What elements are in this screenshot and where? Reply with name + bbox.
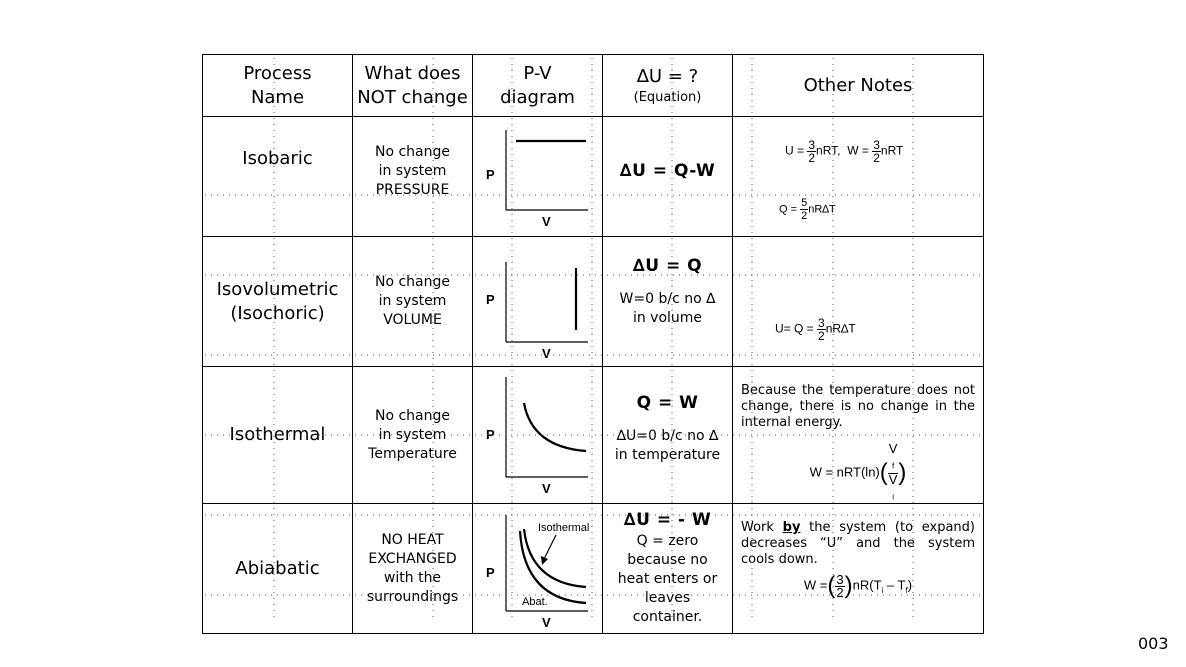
process-name-alt: (Isochoric) — [230, 302, 325, 324]
adiabat-label: Abat. — [521, 595, 548, 608]
isothermal-w-formula: W = nRT(ln)( V $_f$ V $_i$ ) — [809, 441, 907, 502]
delta-u-equation: ∆U = Q — [632, 255, 703, 276]
header-delta-u — [603, 55, 733, 117]
pv-diagram-cell — [473, 367, 603, 504]
adiabatic-pv-diagram — [478, 507, 598, 631]
not-change-cell — [353, 237, 473, 367]
eq-note-line: leaves — [644, 590, 691, 607]
pv-p-label: P — [485, 166, 495, 182]
notes-cell — [733, 117, 984, 237]
pv-p-label: P — [485, 291, 495, 307]
header-process-line2: Name — [250, 86, 305, 108]
not-change-line: VOLUME — [383, 312, 442, 328]
process-name-cell — [203, 117, 353, 237]
process-name: Isovolumetric — [216, 278, 339, 300]
isotherm-pointer-icon — [544, 535, 556, 559]
process-name: Isobaric — [242, 147, 313, 169]
table-row — [203, 117, 984, 237]
header-pv-line1: P-V — [523, 62, 552, 84]
delta-u-equation: ∆U = - W — [623, 510, 712, 531]
header-notchange-line2: NOT change — [357, 86, 468, 108]
isobaric-u-w-formula: U = $\frac{3}{2}$ nRT, W = $\frac{3}{2}$ nRT — [785, 138, 904, 165]
header-notchange-line1: What does — [364, 62, 461, 84]
eq-note-line: in temperature — [614, 447, 721, 464]
eq-note-line: heat enters or — [617, 571, 718, 588]
header-process-name — [203, 55, 353, 117]
isochoric-pv-diagram — [478, 242, 598, 362]
pv-v-label: V — [541, 614, 551, 630]
table-row — [203, 237, 984, 367]
header-pv-line2: diagram — [500, 86, 575, 108]
delta-u-cell — [603, 367, 733, 504]
notes-cell — [733, 504, 984, 634]
not-change-line: EXCHANGED — [368, 550, 457, 567]
not-change-line: Temperature — [368, 445, 457, 462]
isobaric-pv-diagram — [478, 122, 598, 232]
not-change-line: with the — [383, 569, 442, 586]
not-change-cell — [353, 117, 473, 237]
pv-diagram-cell — [473, 117, 603, 237]
not-change-cell — [353, 367, 473, 504]
isothermal-pv-diagram — [478, 373, 598, 497]
table-row — [203, 367, 984, 504]
header-pv-diagram — [473, 55, 603, 117]
not-change-line: in system — [378, 293, 447, 309]
eq-note-line: W=0 b/c no ∆ — [619, 290, 716, 307]
header-du-title: ∆U = ? — [636, 65, 699, 87]
delta-u-cell — [603, 237, 733, 367]
page-number: 003 — [1138, 634, 1169, 653]
not-change-line: No change — [374, 274, 450, 290]
isochoric-formula: U= Q = $\frac{3}{2}$ nR∆T — [775, 316, 856, 343]
header-notes-title: Other Notes — [803, 74, 913, 96]
process-name-cell — [203, 367, 353, 504]
process-name: Isothermal — [229, 424, 326, 446]
not-change-line: in system — [378, 426, 447, 443]
isothermal-label: Isothermal — [537, 521, 589, 534]
delta-u-equation: Q = W — [636, 393, 699, 414]
pv-p-label: P — [485, 564, 495, 580]
not-change-line: No change — [374, 144, 450, 160]
header-not-change — [353, 55, 473, 117]
notes-cell — [733, 367, 984, 504]
pv-v-label: V — [541, 481, 551, 497]
pv-v-label: V — [541, 213, 551, 229]
adiabatic-w-formula: W =( $\frac{3}{2}$ )$nR(T_i - T_f)$ — [803, 571, 913, 600]
delta-u-equation: ∆U = Q-W — [619, 160, 716, 181]
eq-note-line: Q = zero — [636, 533, 699, 550]
header-other-notes — [733, 55, 984, 117]
eq-note-line: ∆U=0 b/c no ∆ — [616, 428, 719, 445]
delta-u-cell — [603, 117, 733, 237]
process-name-cell — [203, 504, 353, 634]
header-process-line1: Process — [243, 62, 312, 84]
pv-diagram-cell — [473, 237, 603, 367]
header-du-subtitle: (Equation) — [633, 89, 702, 105]
not-change-line: surroundings — [366, 588, 459, 605]
adiabatic-note: Work by the system (to expand) decreases “U” and the system cools down. — [741, 520, 975, 568]
pv-diagram-cell — [473, 504, 603, 634]
not-change-cell — [353, 504, 473, 634]
thermo-process-table — [202, 54, 984, 634]
eq-note-line: because no — [627, 552, 708, 569]
process-name-cell — [203, 237, 353, 367]
isotherm-curve — [524, 403, 586, 451]
isobaric-q-formula: Q = $\frac{5}{2}$ nR∆T — [779, 197, 836, 222]
eq-note-line: container. — [632, 609, 703, 626]
header-row — [203, 55, 984, 117]
table-row — [203, 504, 984, 634]
not-change-line: No change — [374, 407, 450, 424]
eq-note-line: in volume — [632, 309, 703, 326]
not-change-line: NO HEAT — [381, 531, 444, 548]
not-change-line: in system — [378, 163, 447, 179]
delta-u-cell — [603, 504, 733, 634]
pv-v-label: V — [541, 345, 551, 361]
process-name: Abiabatic — [235, 557, 320, 579]
notes-cell — [733, 237, 984, 367]
not-change-line: PRESSURE — [375, 182, 450, 198]
isothermal-note: Because the temperature does not change, there is no change in the internal energy. — [741, 383, 975, 430]
pv-p-label: P — [485, 427, 495, 443]
